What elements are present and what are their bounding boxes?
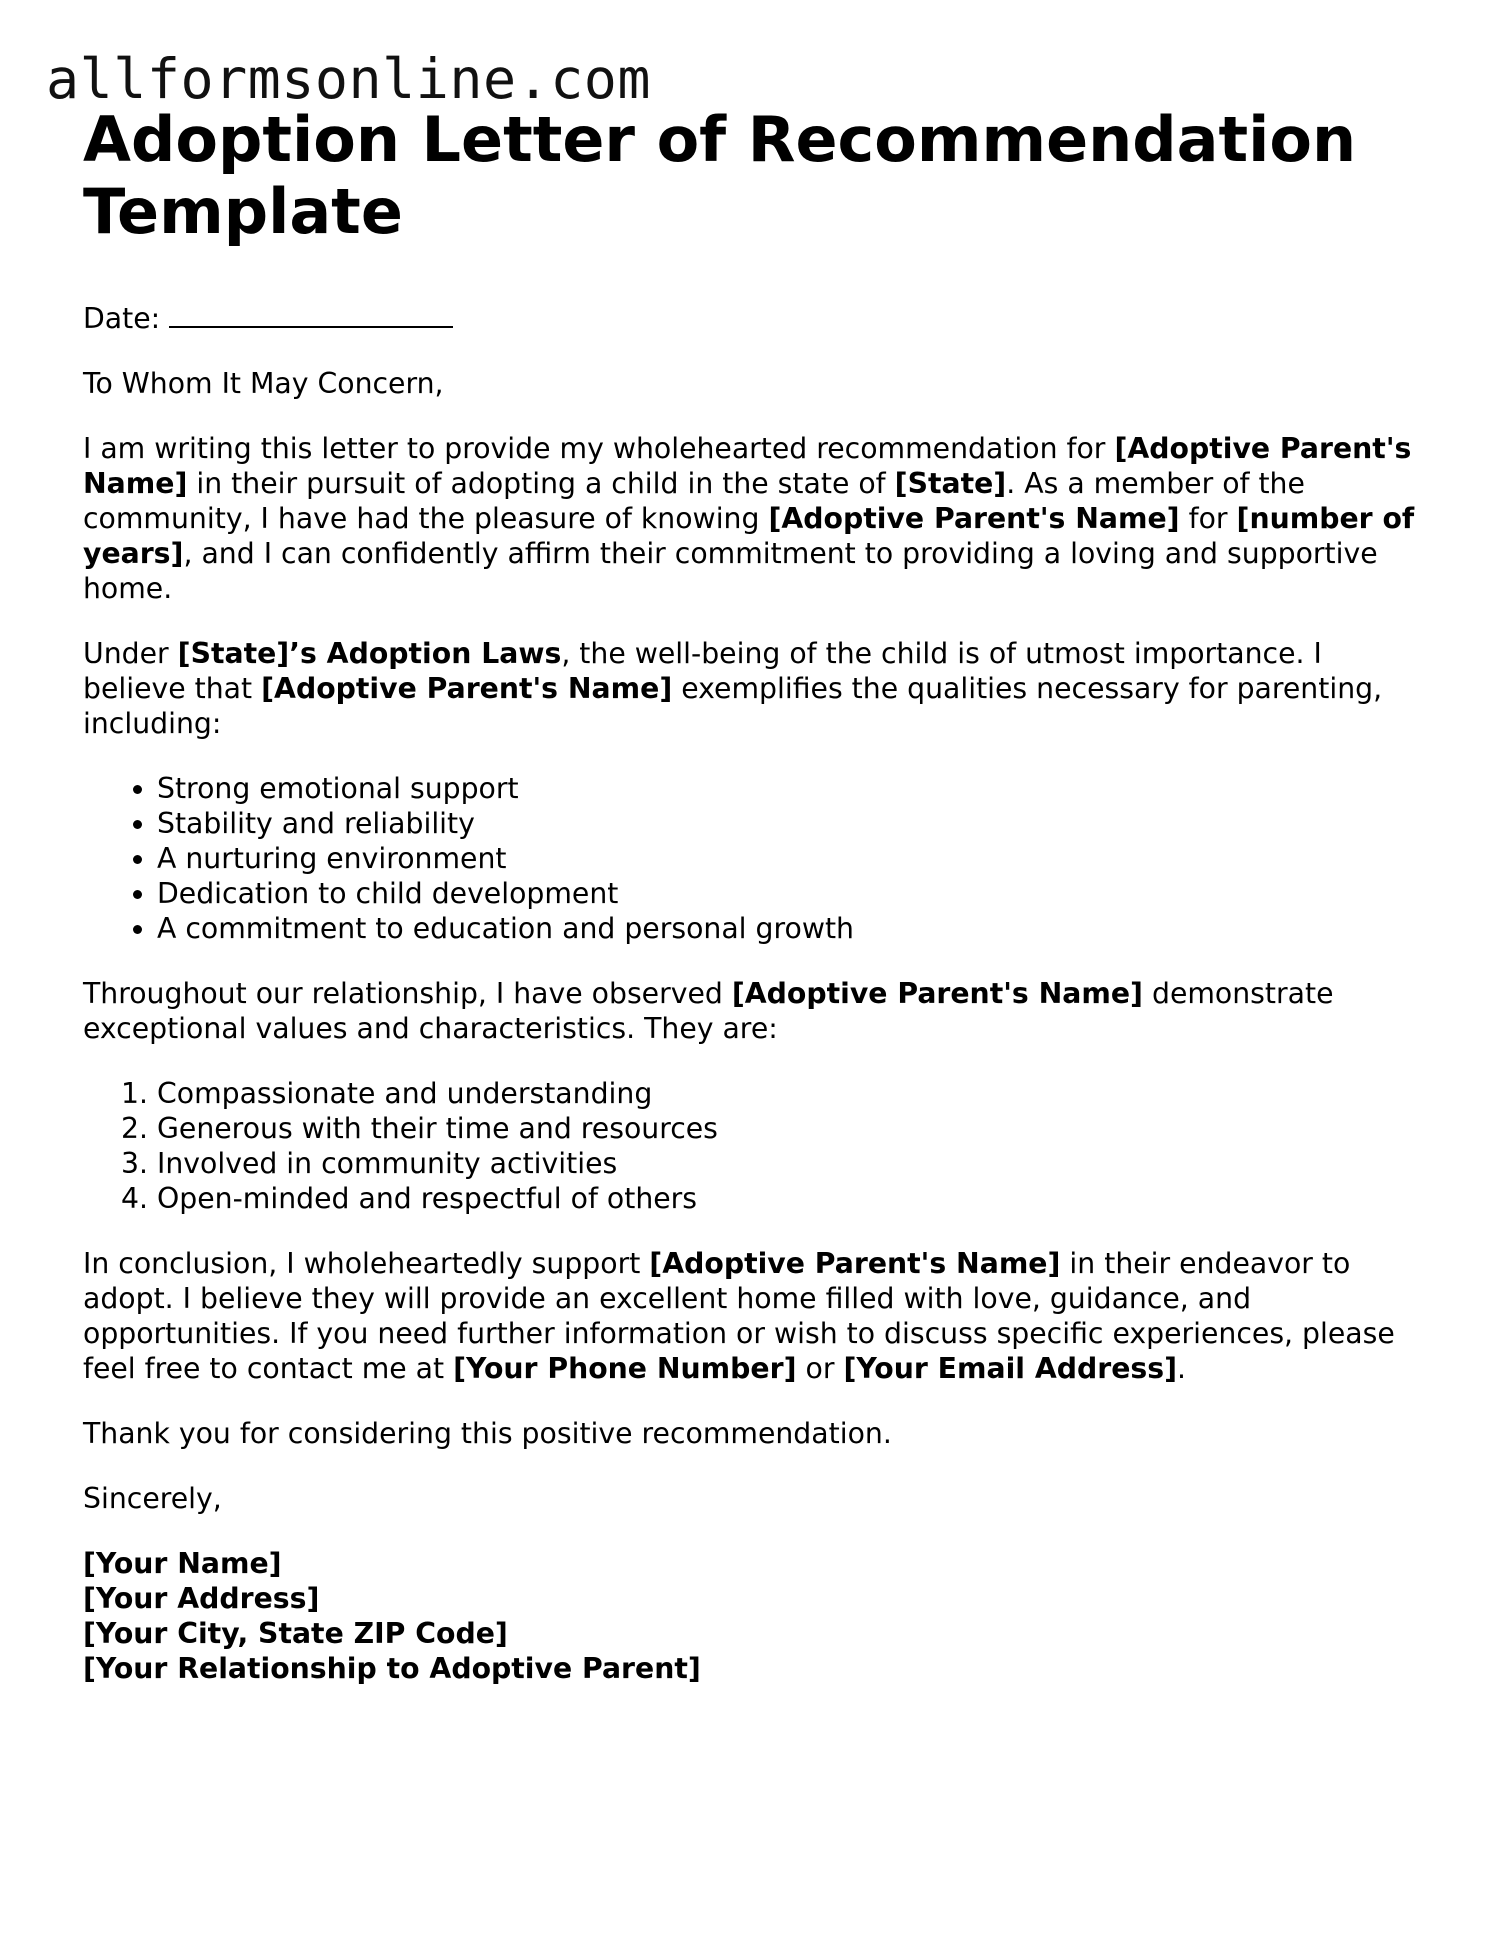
placeholder-your-city-state-zip: [Your City, State ZIP Code]	[83, 1617, 508, 1650]
conclusion-text-4: .	[1177, 1352, 1187, 1385]
thanks-line: Thank you for considering this positive recommendation.	[83, 1417, 892, 1450]
conclusion-text-3: or	[796, 1352, 844, 1385]
laws-text-1: Under	[83, 637, 178, 670]
intro-text-1: I am writing this letter to provide my wholehearted recommendation for	[83, 432, 1115, 465]
laws-paragraph	[83, 636, 1428, 741]
list-item: 3. Involved in community activities	[157, 1146, 1428, 1181]
signature-block	[83, 1546, 1428, 1686]
characteristics-list	[83, 1076, 1428, 1216]
placeholder-number-of-years: [number of years]	[83, 502, 1415, 570]
list-item: • Dedication to child development	[157, 876, 1428, 911]
placeholder-adoptive-parent-name: [Adoptive Parent's Name]	[83, 432, 1412, 500]
intro-text-4: for	[1179, 502, 1237, 535]
list-item: 2. Generous with their time and resources	[157, 1111, 1428, 1146]
placeholder-state-adoption-laws: [State]’s Adoption Laws	[177, 637, 562, 670]
list-item: 1. Compassionate and understanding	[157, 1076, 1428, 1111]
intro-text-3: . As a member of the community, I have had the pleasure of knowing	[83, 467, 1305, 535]
intro-text-5: , and I can confidently affirm their commitment to providing a loving and supportive home.	[83, 537, 1378, 605]
list-item: • A nurturing environment	[157, 841, 1428, 876]
list-item: • Strong emotional support	[157, 771, 1428, 806]
placeholder-your-relationship: [Your Relationship to Adoptive Parent]	[83, 1652, 701, 1685]
intro-paragraph	[83, 431, 1428, 606]
placeholder-adoptive-parent-name: [Adoptive Parent's Name]	[768, 502, 1180, 535]
placeholder-phone-number: [Your Phone Number]	[453, 1352, 797, 1385]
list-item: 4. Open-minded and respectful of others	[157, 1181, 1428, 1216]
placeholder-email-address: [Your Email Address]	[843, 1352, 1178, 1385]
conclusion-text-2: in their endeavor to adopt. I believe they will provide an excellent home filled with love, guidance, and opportunities. If you need further information or wish to discuss specific experiences, please feel free to contact me at	[83, 1247, 1395, 1385]
date-label: Date:	[83, 302, 161, 335]
placeholder-adoptive-parent-name: [Adoptive Parent's Name]	[261, 672, 673, 705]
placeholder-adoptive-parent-name: [Adoptive Parent's Name]	[731, 977, 1143, 1010]
relationship-paragraph	[83, 976, 1428, 1046]
laws-text-3: exemplifies the qualities necessary for parenting, including:	[83, 672, 1383, 740]
intro-text-2: in their pursuit of adopting a child in the state of	[187, 467, 895, 500]
conclusion-text-1: In conclusion, I wholeheartedly support	[83, 1247, 650, 1280]
relationship-text-1: Throughout our relationship, I have observed	[83, 977, 732, 1010]
placeholder-your-address: [Your Address]	[83, 1582, 320, 1615]
list-item: • Stability and reliability	[157, 806, 1428, 841]
placeholder-adoptive-parent-name: [Adoptive Parent's Name]	[649, 1247, 1061, 1280]
conclusion-paragraph	[83, 1246, 1428, 1386]
list-item: • A commitment to education and personal growth	[157, 911, 1428, 946]
laws-text-2: , the well-being of the child is of utmost importance. I believe that	[83, 637, 1322, 705]
date-blank-field[interactable]	[169, 300, 453, 328]
qualities-list	[83, 771, 1428, 946]
greeting: To Whom It May Concern,	[83, 367, 444, 400]
site-watermark: allformsonline.com	[46, 47, 652, 111]
letter-document	[83, 104, 1428, 1686]
relationship-text-2: demonstrate exceptional values and characteristics. They are:	[83, 977, 1334, 1045]
placeholder-your-name: [Your Name]	[83, 1547, 282, 1580]
closing-line: Sincerely,	[83, 1482, 222, 1515]
placeholder-state: [State]	[894, 467, 1007, 500]
date-line	[83, 300, 1428, 336]
document-title: Adoption Letter of Recommendation Template	[83, 103, 1357, 248]
